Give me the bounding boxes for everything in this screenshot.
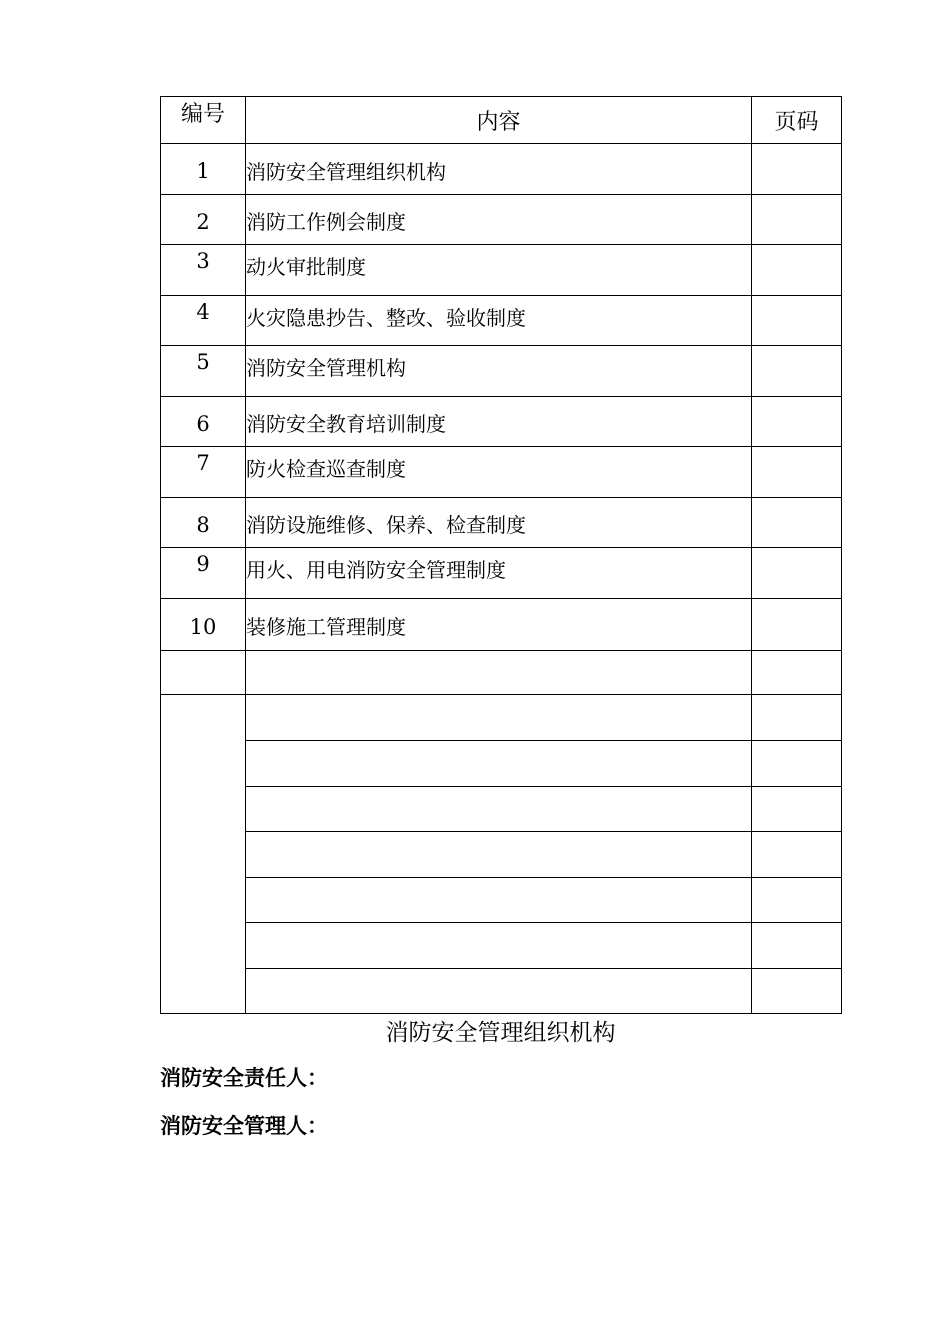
row-number: 1 [161,144,246,195]
table-row [161,144,842,195]
empty-cell [246,923,752,969]
empty-cell [246,741,752,787]
table-row [161,245,842,296]
row-number: 3 [161,245,246,296]
empty-cell [246,695,752,741]
empty-cell [752,651,842,695]
table-row [161,498,842,548]
empty-row [161,787,842,832]
manager-label: 消防安全管理人： [160,1114,328,1138]
row-page [752,245,842,296]
table-row [161,346,842,397]
empty-cell [246,787,752,832]
merged-number-cell [161,695,246,1014]
empty-cell [752,969,842,1014]
row-page [752,346,842,397]
row-content: 火灾隐患抄告、整改、验收制度 [246,296,752,346]
empty-row [161,923,842,969]
table-row [161,599,842,651]
table-row [161,296,842,346]
row-number: 5 [161,346,246,397]
table-header-row [161,97,842,144]
table-row [161,195,842,245]
empty-row [161,741,842,787]
row-content: 消防工作例会制度 [246,195,752,245]
empty-cell [246,969,752,1014]
empty-cell [752,923,842,969]
row-content: 防火检查巡查制度 [246,447,752,498]
empty-row [161,695,842,741]
row-content: 消防安全教育培训制度 [246,397,752,447]
row-number: 6 [161,397,246,447]
row-content: 动火审批制度 [246,245,752,296]
empty-cell [752,741,842,787]
table-row [161,397,842,447]
row-page [752,498,842,548]
row-number: 8 [161,498,246,548]
empty-cell [752,787,842,832]
row-content: 用火、用电消防安全管理制度 [246,548,752,599]
table-row [161,447,842,498]
row-number: 7 [161,447,246,498]
row-page [752,447,842,498]
header-number: 编号 [161,97,246,144]
empty-cell [246,878,752,923]
row-content: 装修施工管理制度 [246,599,752,651]
section-title: 消防安全管理组织机构 [385,1020,616,1046]
empty-cell [752,695,842,741]
row-page [752,599,842,651]
empty-row [161,832,842,878]
empty-row [161,651,842,695]
empty-cell [752,832,842,878]
row-page [752,195,842,245]
row-page [752,397,842,447]
row-number: 9 [161,548,246,599]
contents-table [160,96,842,1014]
header-page: 页码 [752,97,842,144]
header-content: 内容 [246,97,752,144]
row-content: 消防安全管理机构 [246,346,752,397]
empty-cell [246,832,752,878]
empty-cell [161,651,246,695]
empty-row [161,878,842,923]
empty-cell [246,651,752,695]
empty-cell [752,878,842,923]
row-number: 2 [161,195,246,245]
row-page [752,144,842,195]
empty-row [161,969,842,1014]
row-content: 消防设施维修、保养、检查制度 [246,498,752,548]
row-content: 消防安全管理组织机构 [246,144,752,195]
row-number: 4 [161,296,246,346]
row-number: 10 [161,599,246,651]
row-page [752,548,842,599]
row-page [752,296,842,346]
table-row [161,548,842,599]
responsible-person-label: 消防安全责任人： [160,1066,328,1090]
